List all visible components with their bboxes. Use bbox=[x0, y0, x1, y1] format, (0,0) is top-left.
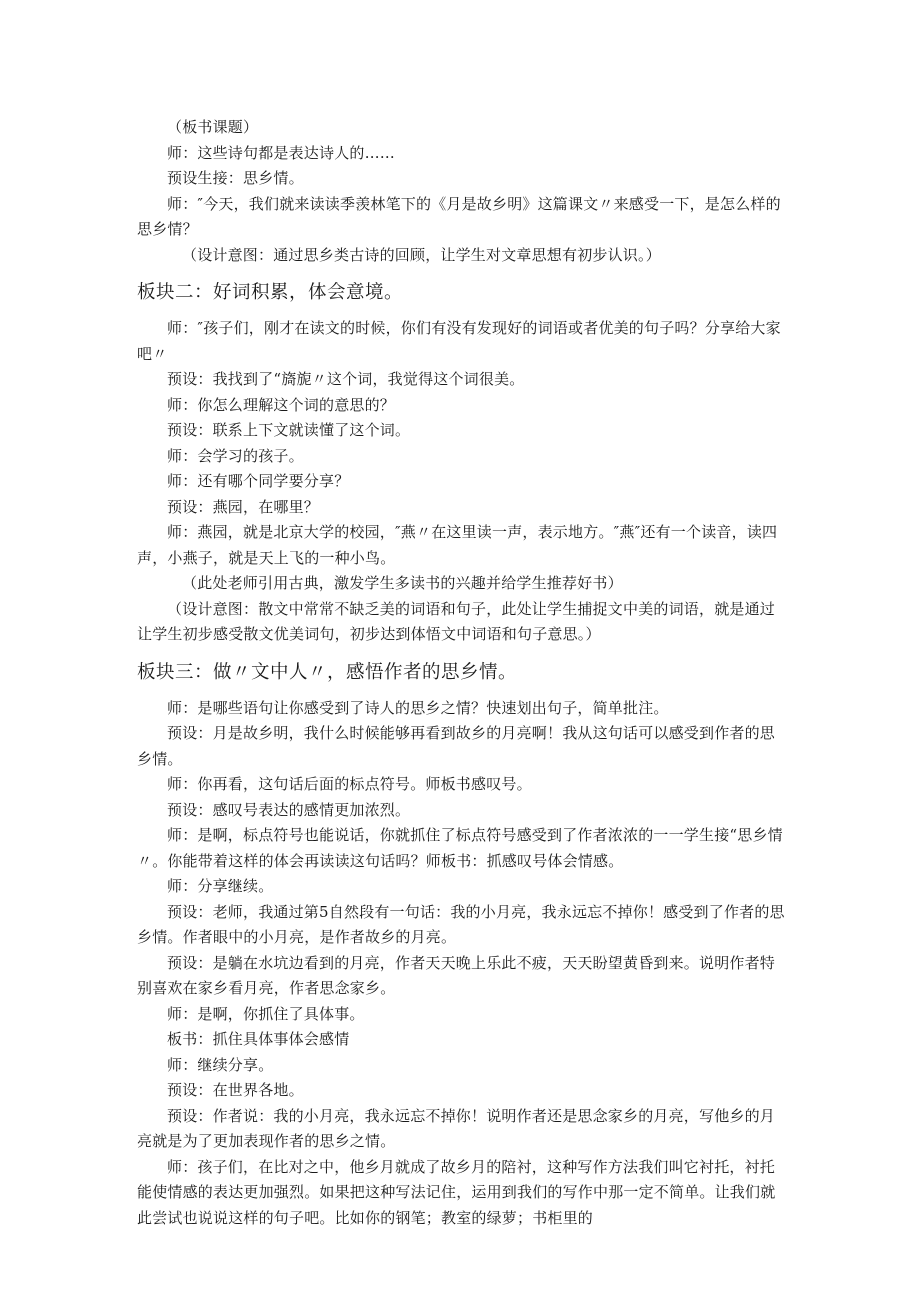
paragraph: 师：燕园，就是北京大学的校园，″燕〃在这里读一声，表示地方。″燕″还有一个读音，读四声，小燕子，就是天上飞的一种小鸟。 bbox=[137, 523, 778, 567]
paragraph: 师：会学习的孩子。 bbox=[167, 446, 304, 465]
paragraph: 预设：在世界各地。 bbox=[167, 1081, 304, 1099]
paragraph: 师：是啊，你抓住了具体事。 bbox=[167, 1004, 365, 1023]
paragraph: 预设：老师，我通过第5自然段有一句话：我的小月亮，我永远忘不掉你！感受到了作者的思乡情。作者眼中的小月亮，是作者故乡的月亮。 bbox=[137, 902, 785, 946]
paragraph: 师：是啊，标点符号也能说话，你就抓住了标点符号感受到了作者浓浓的一一学生接“思乡情〃。你能带着这样的体会再读读这句话吗？师板书：抓感叹号体会情感。 bbox=[137, 826, 783, 870]
design-note: （设计意图：通过思乡类古诗的回顾，让学生对文章思想有初步认识。） bbox=[182, 245, 661, 264]
paragraph: 板书：抓住具体事体会感情 bbox=[167, 1030, 350, 1048]
paragraph: 师：是哪些语句让你感受到了诗人的思乡之情？快速划出句子，简单批注。 bbox=[167, 698, 669, 717]
paragraph: 师：″孩子们，刚才在读文的时候，你们有没有发现好的词语或者优美的句子吗？分享给大家吧〃 bbox=[137, 319, 781, 363]
paragraph: 师：你怎么理解这个词的意思的？ bbox=[167, 395, 396, 414]
paragraph: 预设：感叹号表达的感情更加浓烈。 bbox=[167, 800, 411, 819]
paragraph: 预设：作者说：我的小月亮，我永远忘不掉你！说明作者还是思念家乡的月亮，写他乡的月亮就是为了更加表现作者的思乡之情。 bbox=[137, 1106, 776, 1150]
paragraph: 师：分享继续。 bbox=[167, 877, 274, 895]
paragraph: （板书课题） bbox=[167, 118, 259, 136]
paragraph: 预设生接：思乡情。 bbox=[167, 169, 304, 187]
section-heading: 板块二：好词积累，体会意境。 bbox=[137, 282, 404, 303]
paragraph: 预设：我找到了“旖旎〃这个词，我觉得这个词很美。 bbox=[167, 370, 525, 388]
section-heading: 板块三：做〃文中人〃，感悟作者的思乡情。 bbox=[137, 661, 518, 683]
paragraph: 预设：燕园，在哪里？ bbox=[167, 497, 320, 516]
paragraph: 师：孩子们，在比对之中，他乡月就成了故乡月的陪衬，这种写作方法我们叫它衬托，衬托能使情感的表达更加强烈。如果把这种写法记住，运用到我们的写作中那一定不简单。让我们就此尝试也说说这样的句子吧。比如你的钢笔；教室的绿萝；书柜里的 bbox=[137, 1157, 776, 1227]
paragraph: （设计意图：散文中常常不缺乏美的词语和句子，此处让学生捕捉文中美的词语，就是通过让学生初步感受散文优美词句，初步达到体悟文中词语和句子意思。） bbox=[137, 599, 776, 643]
lesson-plan-text bbox=[137, 115, 787, 1231]
paragraph: 师：″今天，我们就来读读季羡林笔下的《月是故乡明》这篇课文〃来感受一下，是怎么样的思乡情？ bbox=[137, 194, 781, 238]
paragraph: 预设：是躺在水坑边看到的月亮，作者天天晚上乐此不疲，天天盼望黄昏到来。说明作者特别喜欢在家乡看月亮，作者思念家乡。 bbox=[137, 953, 776, 997]
paragraph: 预设：联系上下文就读懂了这个词。 bbox=[167, 421, 411, 439]
design-note: （此处老师引用古典，激发学生多读书的兴趣并给学生推荐好书） bbox=[182, 574, 623, 592]
paragraph: 师：这些诗句都是表达诗人的…… bbox=[167, 143, 396, 162]
paragraph: 预设：月是故乡明，我什么时候能够再看到故乡的月亮啊！我从这句话可以感受到作者的思乡情。 bbox=[137, 724, 776, 768]
paragraph: 师：你再看，这句话后面的标点符号。师板书感叹号。 bbox=[167, 775, 532, 793]
paragraph: 师：还有哪个同学要分享？ bbox=[167, 472, 350, 490]
paragraph: 师：继续分享。 bbox=[167, 1055, 274, 1074]
